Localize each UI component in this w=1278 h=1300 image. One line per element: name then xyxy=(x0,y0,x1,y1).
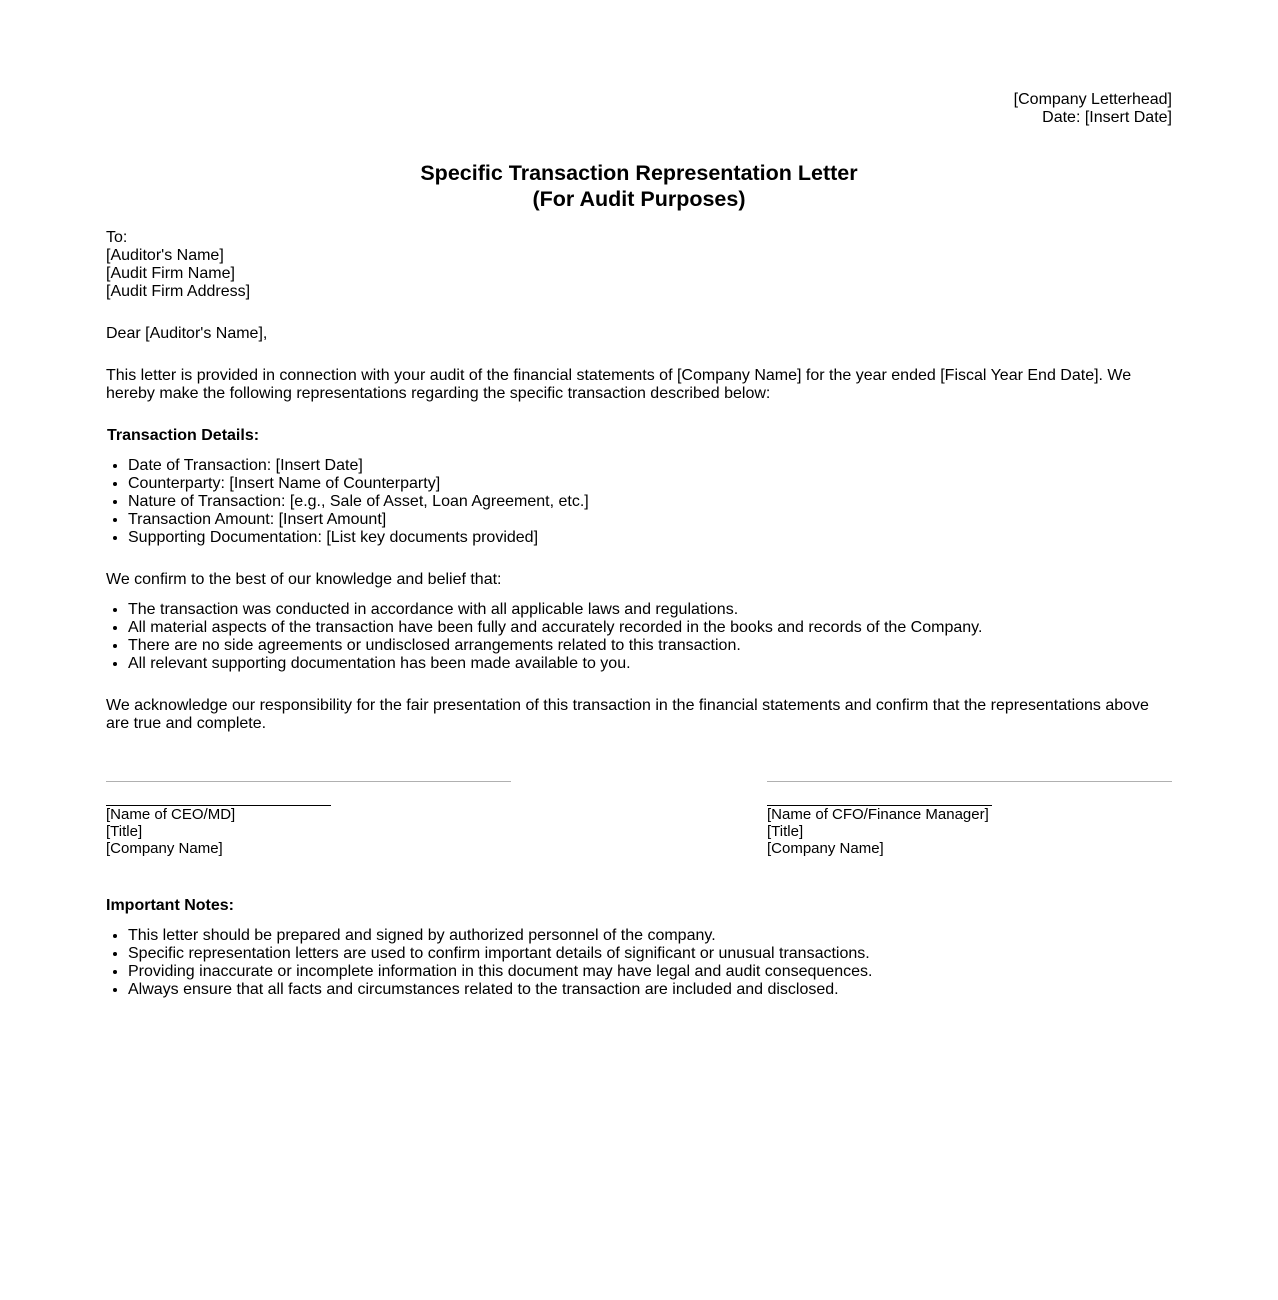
list-item: • Transaction Amount: [Insert Amount] xyxy=(128,511,1172,529)
signatory-name: [Name of CEO/MD] xyxy=(106,806,236,823)
acknowledgement-paragraph: We acknowledge our responsibility for the fair presentation of this transaction in the financial statements and confirm that the representations above are true and complete. xyxy=(106,697,1149,732)
letter-header xyxy=(106,91,1172,127)
recipient-to-label: To: xyxy=(106,229,128,246)
important-notes-heading: Important Notes: xyxy=(106,897,234,914)
intro-paragraph: This letter is provided in connection with your audit of the financial statements of [Company Name] for the year ended [Fiscal Year End Date]. We hereby make the following representations regarding the specific transaction described below: xyxy=(106,367,1132,402)
list-item: • Always ensure that all facts and circumstances related to the transaction are included and disclosed. xyxy=(128,981,1172,999)
signatory-title: [Title] xyxy=(767,823,804,840)
signatory-name: [Name of CFO/Finance Manager] xyxy=(767,806,989,823)
list-item: • Nature of Transaction: [e.g., Sale of Asset, Loan Agreement, etc.] xyxy=(128,493,1172,511)
list-item: • Supporting Documentation: [List key documents provided] xyxy=(128,529,1172,547)
list-item: • All material aspects of the transaction have been fully and accurately recorded in the books and records of the Company. xyxy=(128,619,1172,637)
signatory-company: [Company Name] xyxy=(767,840,884,857)
list-item: • This letter should be prepared and signed by authorized personnel of the company. xyxy=(128,927,1172,945)
list-item: • Specific representation letters are used to confirm important details of significant or unusual transactions. xyxy=(128,945,1172,963)
signature-section xyxy=(106,781,1172,857)
list-item: • Providing inaccurate or incomplete information in this document may have legal and audit consequences. xyxy=(128,963,1172,981)
recipient-block xyxy=(106,229,1172,301)
list-item: • Counterparty: [Insert Name of Counterparty] xyxy=(128,475,1172,493)
signature-block-cfo xyxy=(767,781,1172,857)
list-item: • The transaction was conducted in accordance with all applicable laws and regulations. xyxy=(128,601,1172,619)
recipient-firm-address: [Audit Firm Address] xyxy=(106,283,251,300)
company-letterhead: [Company Letterhead] xyxy=(1013,91,1172,108)
signature-block-ceo xyxy=(106,781,511,857)
recipient-auditor-name: [Auditor's Name] xyxy=(106,247,224,264)
list-item: • There are no side agreements or undisclosed arrangements related to this transaction. xyxy=(128,637,1172,655)
important-notes-list xyxy=(106,927,1172,999)
transaction-details-list xyxy=(106,457,1172,547)
list-item: • Date of Transaction: [Insert Date] xyxy=(128,457,1172,475)
list-item: • All relevant supporting documentation has been made available to you. xyxy=(128,655,1172,673)
signature-divider xyxy=(106,781,511,782)
letter-title xyxy=(106,160,1172,212)
letter-date: Date: [Insert Date] xyxy=(1042,109,1172,126)
transaction-details-heading: Transaction Details: xyxy=(107,427,260,444)
signatory-company: [Company Name] xyxy=(106,840,223,857)
title-line-1: Specific Transaction Representation Letter xyxy=(420,161,858,185)
salutation: Dear [Auditor's Name], xyxy=(106,325,268,342)
recipient-firm-name: [Audit Firm Name] xyxy=(106,265,235,282)
confirmation-intro: We confirm to the best of our knowledge and belief that: xyxy=(106,571,502,588)
signatory-title: [Title] xyxy=(106,823,143,840)
signature-divider xyxy=(767,781,1172,782)
title-line-2: (For Audit Purposes) xyxy=(532,187,746,211)
confirmation-list xyxy=(106,601,1172,673)
letter-page xyxy=(106,0,1172,999)
